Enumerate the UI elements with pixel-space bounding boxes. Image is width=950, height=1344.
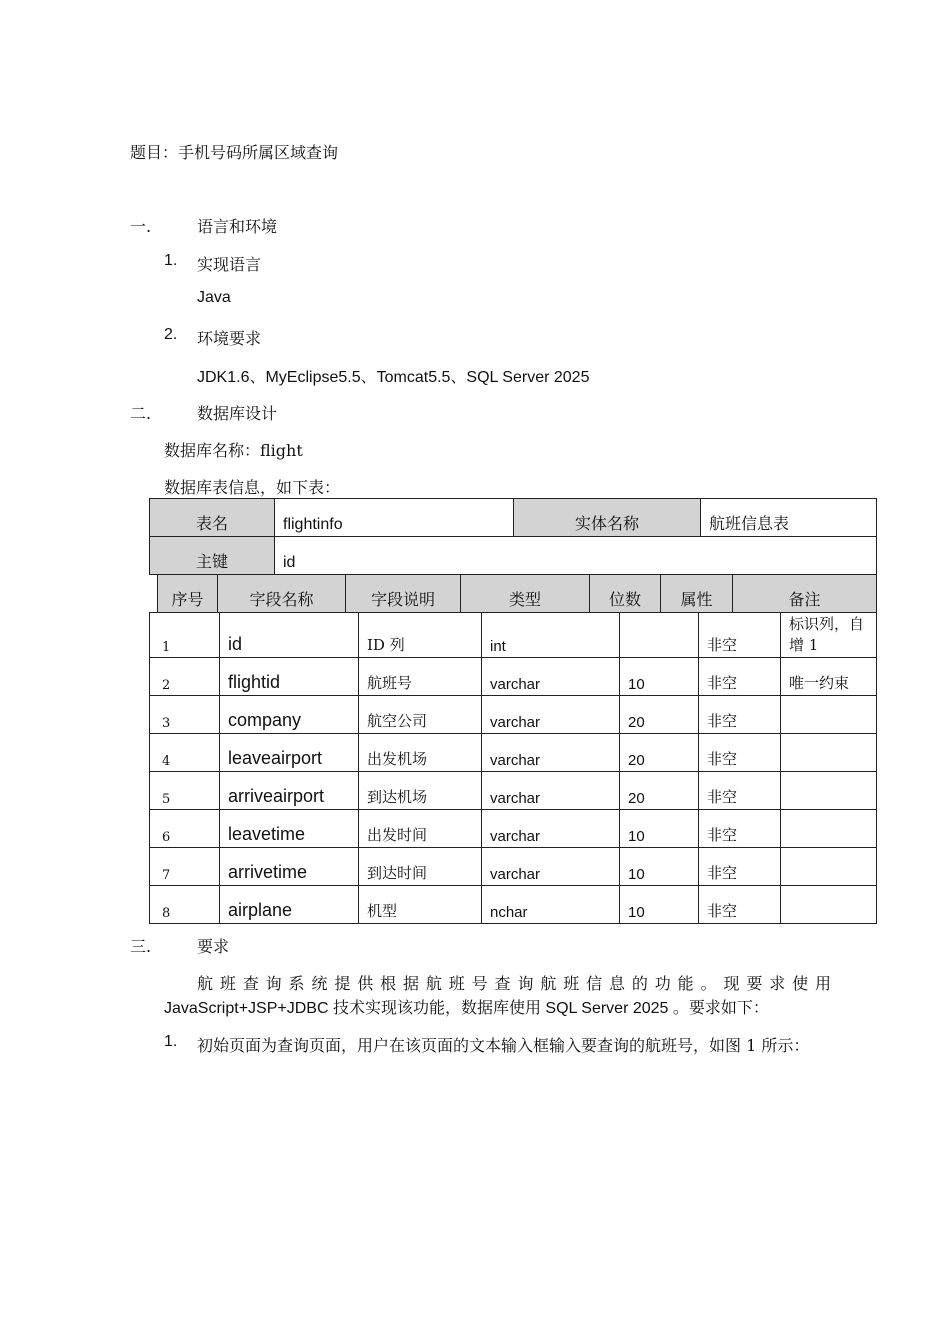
db-name-line: 数据库名称：flight: [164, 441, 303, 460]
row-field-desc: 到达时间: [359, 848, 482, 886]
row-note: [781, 848, 877, 886]
section-2-heading: 数据库设计: [197, 404, 278, 423]
table-row: [150, 696, 877, 734]
row-field-name: flightid: [220, 658, 359, 696]
row-attribute: 非空: [699, 772, 781, 810]
section-2-number: 二.: [130, 404, 152, 423]
entity-value: 航班信息表: [701, 499, 877, 537]
row-attribute: 非空: [699, 848, 781, 886]
table-row: [150, 734, 877, 772]
row-no: 1: [150, 613, 220, 658]
row-length: 10: [620, 658, 699, 696]
row-length: 20: [620, 696, 699, 734]
entity-label: 实体名称: [514, 499, 701, 537]
row-field-desc: ID 列: [359, 613, 482, 658]
row-attribute: 非空: [699, 810, 781, 848]
item-1-label: 实现语言: [197, 255, 262, 274]
table-info-line: 数据库表信息，如下表：: [164, 478, 341, 497]
row-field-desc: 出发机场: [359, 734, 482, 772]
table-name-value: flightinfo: [275, 499, 514, 537]
row-no: 5: [150, 772, 220, 810]
row-note: [781, 772, 877, 810]
section-3-heading: 要求: [197, 937, 230, 956]
item-2-label: 环境要求: [197, 329, 262, 348]
row-type: varchar: [482, 848, 620, 886]
requirement-item-1-text: 初始页面为查询页面，用户在该页面的文本输入框输入要查询的航班号，如图 1 所示：: [197, 1036, 810, 1055]
item-1-number: 1.: [164, 252, 178, 269]
row-field-name: arriveairport: [220, 772, 359, 810]
row-note: [781, 734, 877, 772]
row-field-desc: 航班号: [359, 658, 482, 696]
row-no: 4: [150, 734, 220, 772]
section-3-number: 三.: [130, 937, 152, 956]
row-note: [781, 886, 877, 924]
row-note: [781, 696, 877, 734]
row-type: varchar: [482, 810, 620, 848]
row-note: 标识列，自增 1: [781, 613, 877, 658]
header-field-name: 字段名称: [218, 575, 346, 613]
row-field-desc: 出发时间: [359, 810, 482, 848]
row-type: nchar: [482, 886, 620, 924]
table-meta: [149, 498, 877, 575]
row-field-desc: 航空公司: [359, 696, 482, 734]
row-length: 20: [620, 772, 699, 810]
row-field-name: leaveairport: [220, 734, 359, 772]
row-length: [620, 613, 699, 658]
row-note: [781, 810, 877, 848]
fields-table: [149, 612, 877, 924]
row-field-name: company: [220, 696, 359, 734]
requirement-item-1-number: 1.: [164, 1033, 178, 1050]
pk-value: id: [275, 537, 877, 575]
page-title: 题目：手机号码所属区域查询: [130, 143, 339, 162]
row-length: 20: [620, 734, 699, 772]
row-length: 10: [620, 810, 699, 848]
row-attribute: 非空: [699, 886, 781, 924]
header-attribute: 属性: [661, 575, 733, 613]
requirement-paragraph-line-1: 航 班 查 询 系 统 提 供 根 据 航 班 号 查 询 航 班 信 息 的 功 能 。 现 要 求 使 用: [197, 974, 831, 993]
row-field-desc: 机型: [359, 886, 482, 924]
row-field-name: leavetime: [220, 810, 359, 848]
table-row: [150, 886, 877, 924]
requirement-paragraph-line-2: JavaScript+JSP+JDBC 技术实现该功能，数据库使用 SQL Server 2025 。要求如下：: [164, 1000, 769, 1017]
table-row: [150, 613, 877, 658]
row-attribute: 非空: [699, 696, 781, 734]
row-no: 7: [150, 848, 220, 886]
item-2-value: JDK1.6、MyEclipse5.5、Tomcat5.5、SQL Server 2025: [197, 369, 590, 386]
row-type: varchar: [482, 734, 620, 772]
item-1-value: Java: [197, 289, 231, 306]
pk-label: 主键: [150, 537, 275, 575]
header-note: 备注: [733, 575, 877, 613]
row-type: varchar: [482, 772, 620, 810]
header-no: 序号: [158, 575, 218, 613]
header-field-desc: 字段说明: [346, 575, 461, 613]
table-row: [150, 658, 877, 696]
header-type: 类型: [461, 575, 590, 613]
table-row: [150, 772, 877, 810]
section-1-heading: 语言和环境: [197, 217, 278, 236]
row-length: 10: [620, 848, 699, 886]
row-field-desc: 到达机场: [359, 772, 482, 810]
row-attribute: 非空: [699, 734, 781, 772]
row-type: int: [482, 613, 620, 658]
table-row: [150, 848, 877, 886]
row-no: 3: [150, 696, 220, 734]
row-type: varchar: [482, 696, 620, 734]
column-header-row: [157, 574, 877, 613]
row-attribute: 非空: [699, 658, 781, 696]
row-type: varchar: [482, 658, 620, 696]
row-note: 唯一约束: [781, 658, 877, 696]
section-1-number: 一.: [130, 217, 152, 236]
row-field-name: airplane: [220, 886, 359, 924]
row-field-name: arrivetime: [220, 848, 359, 886]
row-field-name: id: [220, 613, 359, 658]
row-length: 10: [620, 886, 699, 924]
row-no: 6: [150, 810, 220, 848]
table-name-label: 表名: [150, 499, 275, 537]
table-row: [150, 810, 877, 848]
item-2-number: 2.: [164, 326, 178, 343]
row-attribute: 非空: [699, 613, 781, 658]
row-no: 8: [150, 886, 220, 924]
header-length: 位数: [590, 575, 661, 613]
row-no: 2: [150, 658, 220, 696]
